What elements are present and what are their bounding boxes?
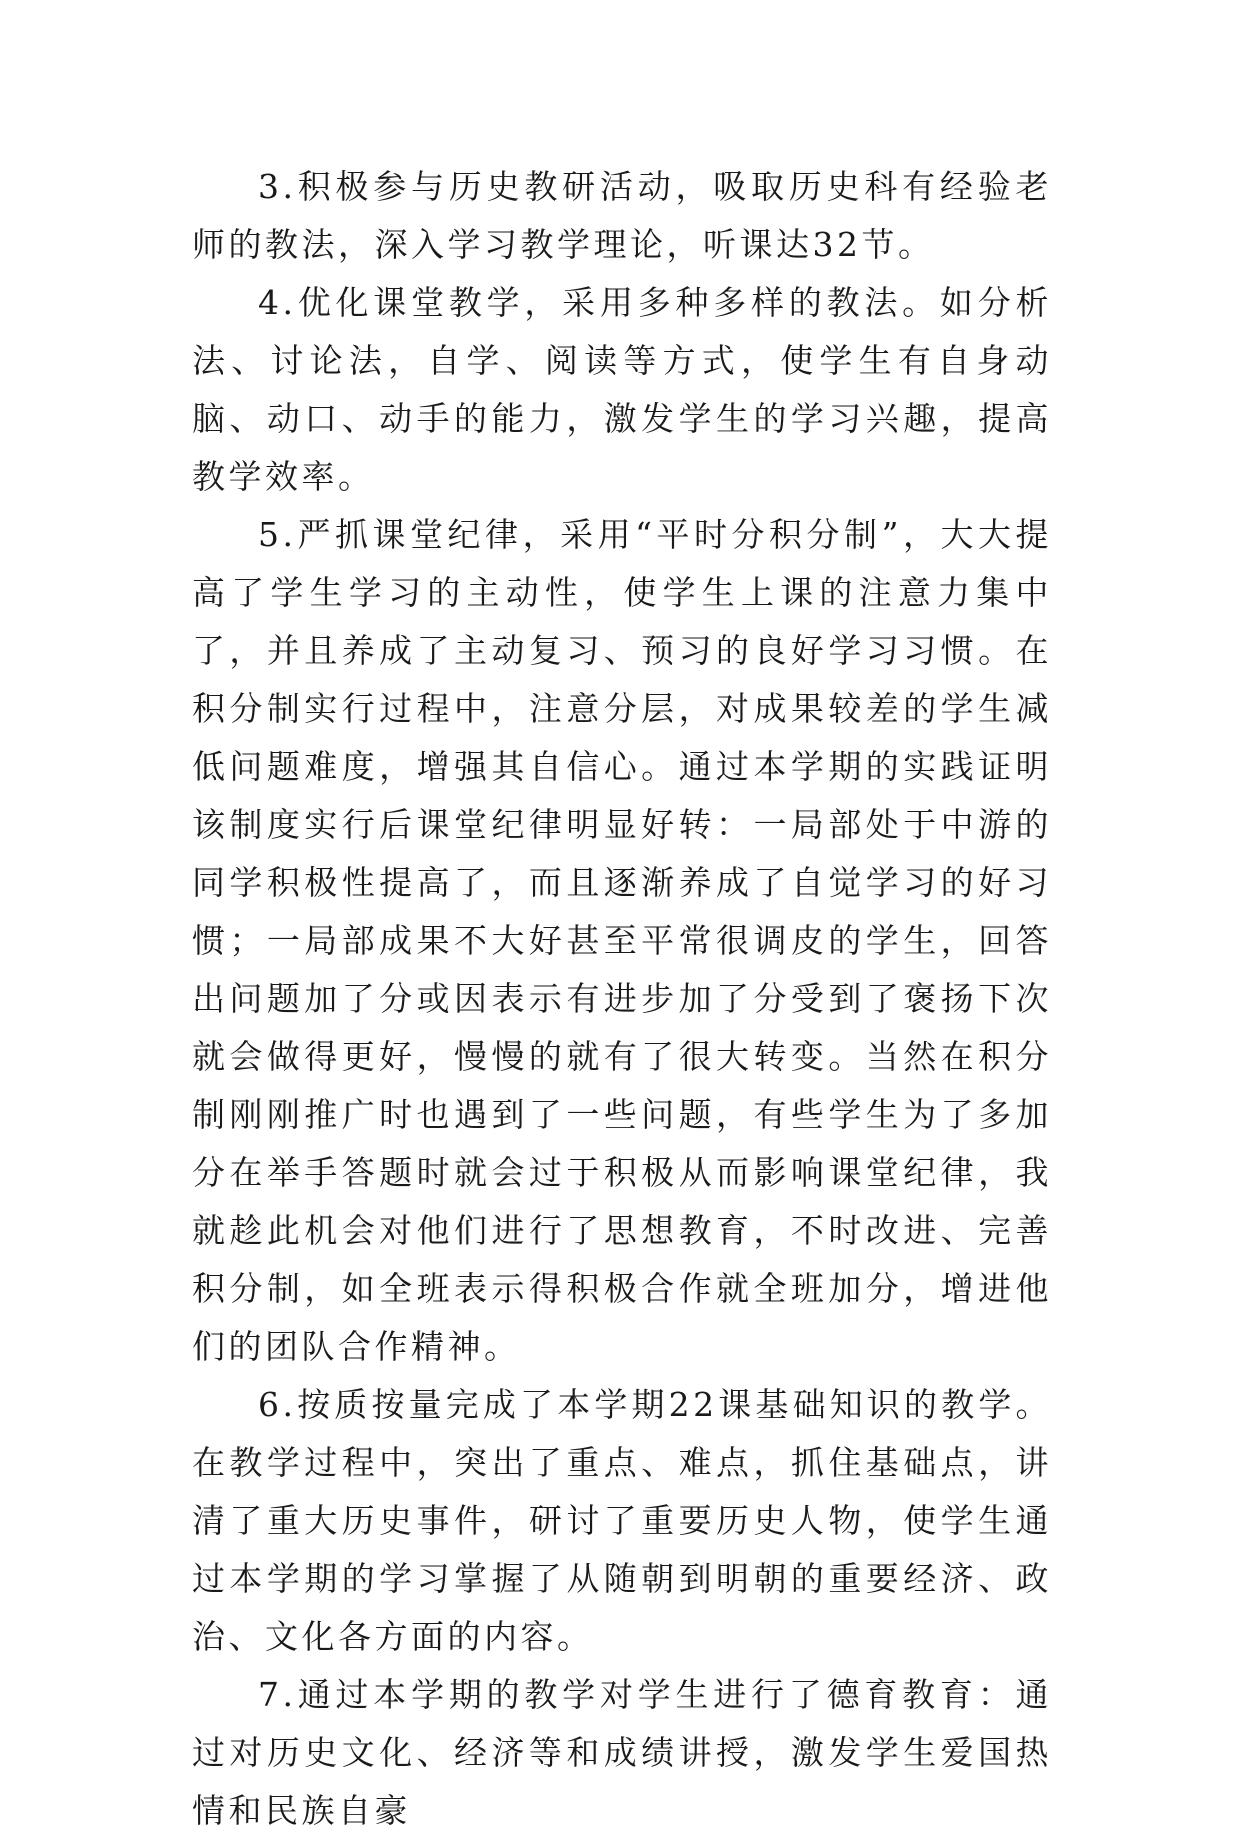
paragraph-item-7: 7.通过本学期的教学对学生进行了德育教育：通过对历史文化、经济等和成绩讲授，激发学生爱国热情和民族自豪 xyxy=(192,1675,1052,1830)
document-body xyxy=(192,158,1052,1840)
paragraph-item-3: 3.积极参与历史教研活动，吸取历史科有经验老师的教法，深入学习教学理论，听课达32节。 xyxy=(192,167,1052,264)
paragraph-item-5: 5.严抓课堂纪律，采用“平时分积分制”，大大提高了学生学习的主动性，使学生上课的注意力集中了，并且养成了主动复习、预习的良好学习习惯。在积分制实行过程中，注意分层，对成果较差的学生减低问题难度，增强其自信心。通过本学期的实践证明该制度实行后课堂纪律明显好转：一局部处于中游的同学积极性提高了，而且逐渐养成了自觉学习的好习惯；一局部成果不大好甚至平常很调皮的学生，回答出问题加了分或因表示有进步加了分受到了褒扬下次就会做得更好，慢慢的就有了很大转变。当然在积分制刚刚推广时也遇到了一些问题，有些学生为了多加分在举手答题时就会过于积极从而影响课堂纪律，我就趁此机会对他们进行了思想教育，不时改进、完善积分制，如全班表示得积极合作就全班加分，增进他们的团队合作精神。 xyxy=(192,515,1052,1366)
paragraph-item-4: 4.优化课堂教学，采用多种多样的教法。如分析法、讨论法，自学、阅读等方式，使学生有自身动脑、动口、动手的能力，激发学生的学习兴趣，提高教学效率。 xyxy=(192,283,1052,496)
paragraph-item-6: 6.按质按量完成了本学期22课基础知识的教学。在教学过程中，突出了重点、难点，抓住基础点，讲清了重大历史事件，研讨了重要历史人物，使学生通过本学期的学习掌握了从随朝到明朝的重要经济、政治、文化各方面的内容。 xyxy=(192,1385,1052,1656)
